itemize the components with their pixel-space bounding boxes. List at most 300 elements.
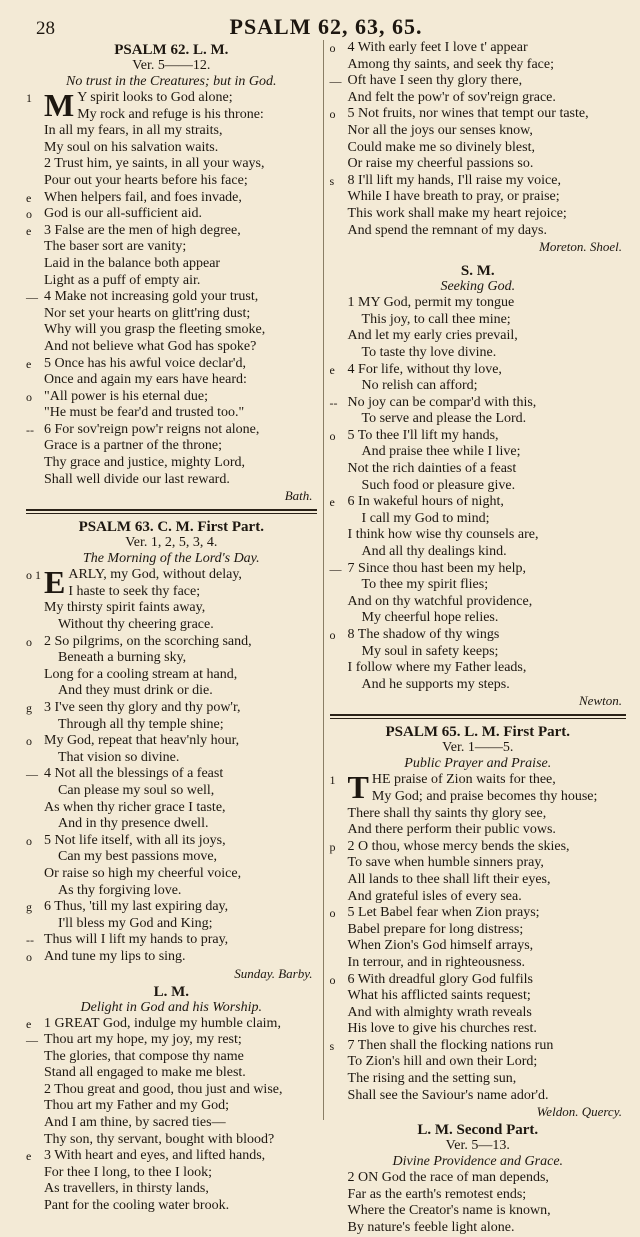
verse-text: Long for a cooling stream at hand, (44, 666, 238, 682)
continued-text (330, 40, 626, 239)
verse-text: 2 So pilgrims, on the scorching sand, (44, 633, 252, 649)
verse-text: Beneath a burning sky, (58, 650, 187, 666)
verse-text: Through all thy temple shine; (58, 716, 224, 732)
verse-text: The rising and the setting sun, (347, 1071, 517, 1087)
verse-line (26, 1065, 317, 1082)
verse-line (330, 1203, 626, 1220)
verse-line (26, 306, 317, 323)
verse-line (26, 617, 317, 634)
psalm-62-tune: Bath. (284, 488, 313, 504)
verse-line (26, 389, 317, 406)
psalm-65-title: PSALM 65. L. M. First Part. (385, 724, 571, 741)
verse-line (330, 577, 626, 594)
right-column (330, 40, 626, 1237)
drop-cap: M (44, 87, 75, 123)
verse-line (330, 295, 626, 312)
verse-text: 5 To thee I'll lift my hands, (347, 427, 499, 443)
verse-text: I'll bless my God and King; (58, 915, 213, 931)
verse-text: "He must be fear'd and trusted too." (44, 405, 245, 421)
verse-text: 2 ON God the race of man depends, (347, 1170, 549, 1186)
verse-text: As thy forgiving love. (58, 882, 182, 898)
verse-line (26, 1049, 317, 1066)
page-header (26, 0, 626, 40)
verse-line (330, 677, 626, 694)
verse-line (330, 922, 626, 939)
verse-text: I haste to seek thy face; (68, 583, 201, 599)
continued-tunes: Moreton. Shoel. (539, 239, 622, 255)
verse-text: Thou art my hope, my joy, my rest; (44, 1032, 242, 1048)
verse-text: When helpers fail, and foes invade, (44, 189, 242, 205)
verse-line (330, 345, 626, 362)
verse-text: 1 MY God, permit my tongue (347, 295, 515, 311)
verse-text: The glories, that compose thy name (44, 1048, 244, 1064)
dynamic-mark: e (26, 190, 32, 205)
verse-line (330, 889, 626, 906)
verse-line (330, 395, 626, 412)
verse-line (26, 683, 317, 700)
verse-text: Stand all engaged to make me blest. (44, 1065, 246, 1081)
lm-title: L. M. (153, 983, 189, 1000)
verse-line (26, 322, 317, 339)
dynamic-mark: o (26, 949, 32, 964)
dynamic-mark: o (26, 389, 32, 404)
verse-text: Pour out your hearts before his face; (44, 172, 248, 188)
dynamic-mark: 1 (329, 773, 336, 788)
drop-cap: E (44, 564, 66, 601)
verse-text: Thy grace and justice, mighty Lord, (44, 455, 245, 471)
verse-line (26, 1032, 317, 1049)
verse-line (26, 700, 317, 717)
verse-text: When Zion's God himself arrays, (347, 938, 534, 954)
verse-text: God is our all-sufficient aid. (44, 206, 202, 222)
dynamic-mark: e (26, 223, 32, 238)
verse-line (330, 627, 626, 644)
dynamic-mark: e (329, 362, 335, 377)
verse-text: And with almighty wrath reveals (347, 1004, 532, 1020)
section-rule (330, 714, 626, 719)
verse-line (330, 223, 626, 240)
verse-line (330, 527, 626, 544)
verse-text: 6 For sov'reign pow'r reigns not alone, (44, 421, 260, 437)
psalm-65-part2-verses: Ver. 5—13. (445, 1138, 510, 1154)
verse-text: For thee I long, to thee I look; (44, 1164, 212, 1180)
verse-text: To serve and please the Lord. (361, 411, 527, 427)
verse-line (330, 1021, 626, 1038)
verse-text: 8 I'll lift my hands, I'll raise my voice, (347, 172, 561, 188)
verse-text: Or raise my cheerful passions so. (347, 156, 534, 172)
dynamic-mark: — (26, 290, 38, 305)
verse-text: My God, repeat that heav'nly hour, (44, 733, 240, 749)
verse-text: This joy, to call thee mine; (361, 311, 511, 327)
verse-text: And praise thee while I live; (361, 444, 521, 460)
verse-text: This work shall make my heart rejoice; (347, 205, 567, 221)
verse-text: My rock and refuge is his throne: (77, 106, 264, 122)
dynamic-mark: — (26, 767, 38, 782)
verse-text: My soul in safety keeps; (361, 643, 499, 659)
verse-text: I think how wise thy counsels are, (347, 527, 539, 543)
verse-text: What his afflicted saints request; (347, 988, 531, 1004)
verse-text: Shall see the Saviour's name ador'd. (347, 1087, 549, 1103)
page-number: 28 (36, 18, 55, 39)
verse-text: While I have breath to pray, or praise; (347, 189, 560, 205)
dynamic-mark: o (329, 428, 336, 443)
verse-line (26, 123, 317, 140)
verse-line (330, 444, 626, 461)
verse-line (26, 405, 317, 422)
verse-line (26, 190, 317, 207)
verse-line (26, 455, 317, 472)
verse-line (330, 411, 626, 428)
verse-line (26, 289, 317, 306)
left-column (26, 40, 317, 1237)
verse-text: ARLY, my God, without delay, (68, 567, 242, 583)
verse-text: 5 Not fruits, nor wines that tempt our taste, (347, 106, 589, 122)
verse-text: And felt the pow'r of sov'reign grace. (347, 89, 556, 105)
verse-text: And there perform their public vows. (347, 822, 556, 838)
verse-text: Babel prepare for long distress; (347, 921, 524, 937)
psalm-62-title: PSALM 62. L. M. (114, 42, 229, 58)
verse-line (26, 717, 317, 734)
verse-text: HE praise of Zion waits for thee, (371, 772, 556, 788)
verse-text: Not the rich dainties of a feast (347, 461, 517, 477)
verse-line (330, 1071, 626, 1088)
psalm-63-subject: The Morning of the Lord's Day. (82, 551, 260, 567)
verse-text: Such food or pleasure give. (361, 477, 516, 493)
sm-text (330, 295, 626, 693)
verse-line (330, 806, 626, 823)
verse-line (330, 1054, 626, 1071)
verse-text: By nature's feeble light alone. (347, 1220, 515, 1236)
verse-text: To Zion's hill and own their Lord; (347, 1054, 538, 1070)
verse-line (330, 1220, 626, 1237)
verse-line (330, 40, 626, 57)
verse-text: Without thy cheering grace. (58, 617, 214, 633)
dynamic-mark: g (26, 900, 32, 915)
verse-line (330, 1088, 626, 1105)
verse-text: Could make me so divinely blest, (347, 139, 535, 155)
verse-line (330, 822, 626, 839)
verse-text: 4 For life, without thy love, (347, 361, 502, 377)
verse-text: That vision so divine. (58, 749, 180, 765)
verse-line (330, 478, 626, 495)
verse-text: Among thy saints, and seek thy face; (347, 56, 554, 72)
verse-line (330, 428, 626, 445)
verse-text: 4 With early feet I love t' appear (347, 40, 528, 55)
verse-text: Thy son, thy servant, bought with blood? (44, 1131, 275, 1147)
dynamic-mark: o 1 (26, 568, 41, 583)
psalm-63-verses: Ver. 1, 2, 5, 3, 4. (125, 535, 218, 551)
verse-text: 4 Make not increasing gold your trust, (44, 289, 259, 305)
verse-line (26, 438, 317, 455)
lm-subject: Delight in God and his Worship. (80, 999, 263, 1015)
psalm-65-verses: Ver. 1——5. (442, 740, 514, 756)
verse-text: And tune my lips to sing. (44, 948, 186, 964)
verse-text: And spend the remnant of my days. (347, 222, 547, 238)
dynamic-mark: o (26, 207, 32, 222)
verse-line (26, 140, 317, 157)
verse-text: And they must drink or die. (58, 683, 213, 699)
verse-line (26, 932, 317, 949)
verse-text: Y spirit looks to God alone; (77, 90, 233, 105)
section-rule (26, 509, 317, 514)
verse-line (26, 256, 317, 273)
verse-line (330, 544, 626, 561)
verse-text: 3 With heart and eyes, and lifted hands, (44, 1148, 266, 1164)
verse-line (26, 866, 317, 883)
verse-line (330, 872, 626, 889)
verse-text: Nor all the joys our senses know, (347, 122, 533, 138)
verse-line (26, 156, 317, 173)
dynamic-mark: o (26, 734, 32, 749)
verse-line (26, 816, 317, 833)
verse-text: Shall well divide our last reward. (44, 471, 230, 487)
verse-line (26, 1132, 317, 1149)
verse-text: The baser sort are vanity; (44, 239, 187, 255)
verse-line (26, 1115, 317, 1132)
verse-text: And on thy watchful providence, (347, 593, 533, 609)
verse-line (26, 223, 317, 240)
verse-line (26, 339, 317, 356)
psalm-62-text (26, 87, 317, 488)
dynamic-mark: e (26, 1149, 32, 1164)
verse-text: 7 Then shall the flocking nations run (347, 1037, 554, 1053)
verse-text: 6 With dreadful glory God fulfils (347, 971, 533, 987)
verse-text: And all thy dealings kind. (361, 544, 507, 560)
dynamic-mark: o (329, 972, 336, 987)
verse-text: Or raise so high my cheerful voice, (44, 865, 242, 881)
verse-text: And not believe what God has spoke? (44, 338, 257, 354)
verse-text: Where the Creator's name is known, (347, 1203, 551, 1219)
psalm-65-tunes: Weldon. Quercy. (536, 1104, 622, 1120)
verse-line (26, 422, 317, 439)
verse-text: My God; and praise becomes thy house; (371, 788, 598, 804)
verse-line (26, 600, 317, 617)
verse-line (330, 90, 626, 107)
verse-text: His love to give his churches rest. (347, 1021, 537, 1037)
verse-text: As when thy richer grace I taste, (44, 799, 226, 815)
verse-line (26, 173, 317, 190)
verse-line (330, 189, 626, 206)
column-divider (323, 40, 324, 1120)
verse-line (26, 750, 317, 767)
verse-text: Once and again my ears have heard: (44, 372, 247, 388)
dynamic-mark: — (26, 1033, 38, 1048)
verse-line (26, 949, 317, 966)
dynamic-mark: o (329, 628, 336, 642)
verse-line (330, 610, 626, 627)
verse-text: Why will you grasp the fleeting smoke, (44, 322, 266, 338)
verse-text: 1 GREAT God, indulge my humble claim, (44, 1015, 281, 1031)
verse-text: My cheerful hope relies. (361, 610, 499, 626)
verse-line (26, 650, 317, 667)
verse-text: 2 O thou, whose mercy bends the skies, (347, 838, 570, 854)
verse-text: My soul on his salvation waits. (44, 139, 219, 155)
dynamic-mark: g (26, 701, 32, 715)
verse-line (26, 733, 317, 750)
verse-line (330, 594, 626, 611)
verse-line (330, 955, 626, 972)
verse-line (26, 783, 317, 800)
verse-text: 4 Not all the blessings of a feast (44, 766, 224, 782)
verse-line (330, 789, 626, 806)
verse-text: Thus will I lift my hands to pray, (44, 932, 229, 948)
sm-subject: Seeking God. (440, 279, 516, 295)
psalm-65-subject: Public Prayer and Praise. (404, 756, 552, 772)
verse-text: 5 Not life itself, with all its joys, (44, 832, 226, 848)
verse-line (26, 107, 317, 124)
dynamic-mark: o (329, 41, 336, 55)
verse-line (26, 899, 317, 916)
dynamic-mark: -- (329, 395, 338, 410)
verse-line (26, 472, 317, 489)
dynamic-mark: s (329, 173, 335, 188)
verse-text: To save when humble sinners pray, (347, 855, 544, 871)
verse-line (330, 312, 626, 329)
verse-line (26, 1165, 317, 1182)
verse-line (26, 634, 317, 651)
verse-line (330, 362, 626, 379)
verse-line (26, 800, 317, 817)
verse-line (330, 328, 626, 345)
verse-text: No joy can be compar'd with this, (347, 394, 537, 410)
psalm-62-subject: No trust in the Creatures; but in God. (66, 74, 277, 89)
verse-line (330, 1038, 626, 1055)
verse-text: And he supports my steps. (361, 676, 510, 692)
verse-text: 3 I've seen thy glory and thy pow'r, (44, 700, 241, 715)
psalm-65-text (329, 769, 626, 1104)
dynamic-mark: p (329, 839, 336, 854)
verse-text: And let my early cries prevail, (347, 328, 518, 344)
verse-line (26, 1016, 317, 1033)
verse-text: To thee my spirit flies; (361, 577, 489, 593)
lm-text (26, 1016, 317, 1215)
verse-text: In all my fears, in all my straits, (44, 123, 223, 139)
verse-text: 6 In wakeful hours of night, (347, 494, 504, 510)
verse-line (26, 372, 317, 389)
verse-line (26, 849, 317, 866)
verse-line (330, 123, 626, 140)
verse-line (26, 883, 317, 900)
verse-line (330, 378, 626, 395)
verse-line (26, 833, 317, 850)
verse-line (330, 938, 626, 955)
dynamic-mark: o (329, 107, 336, 122)
verse-line (26, 584, 317, 601)
psalm-65-part2-title: L. M. Second Part. (417, 1122, 539, 1139)
verse-line (330, 972, 626, 989)
verse-text: My thirsty spirit faints away, (44, 600, 206, 616)
verse-text: In terrour, and in righteousness. (347, 954, 526, 970)
verse-text: There shall thy saints thy glory see, (347, 805, 547, 821)
verse-line (330, 494, 626, 511)
verse-line (26, 667, 317, 684)
verse-line (26, 1198, 317, 1215)
dynamic-mark: e (26, 356, 32, 371)
verse-text: 3 False are the men of high degree, (44, 222, 241, 238)
verse-line (330, 1170, 626, 1187)
sm-title: S. M. (460, 263, 495, 280)
verse-line (26, 916, 317, 933)
dynamic-mark: e (329, 495, 335, 510)
verse-text: Laid in the balance both appear (44, 255, 221, 271)
verse-text: 7 Since thou hast been my help, (347, 560, 526, 576)
verse-text: I call my God to mind; (361, 510, 490, 526)
verse-text: 6 Thus, 'till my last expiring day, (44, 899, 229, 915)
verse-line (330, 511, 626, 528)
psalm-63-tunes: Sunday. Barby. (234, 965, 313, 981)
verse-line (26, 766, 317, 783)
verse-text: Far as the earth's remotest ends; (347, 1186, 527, 1202)
dynamic-mark: o (26, 634, 32, 649)
verse-text: Grace is a partner of the throne; (44, 438, 223, 454)
dynamic-mark: -- (26, 422, 34, 437)
verse-line (330, 173, 626, 190)
verse-line (26, 1181, 317, 1198)
verse-text: And I am thine, by sacred ties— (44, 1115, 226, 1131)
sm-tune: Newton. (579, 693, 622, 709)
psalm-65-part2-subject: Divine Providence and Grace. (392, 1154, 564, 1170)
verse-text: Can my best passions move, (58, 849, 218, 865)
dynamic-mark: e (26, 1016, 32, 1031)
verse-text: To taste thy love divine. (361, 344, 497, 360)
dynamic-mark: o (329, 906, 336, 921)
verse-line (330, 660, 626, 677)
verse-line (26, 239, 317, 256)
psalm-65-part2-text (330, 1170, 626, 1236)
verse-line (330, 855, 626, 872)
verse-line (330, 988, 626, 1005)
verse-text: 2 Trust him, ye saints, in all your ways, (44, 156, 265, 172)
verse-text: Pant for the cooling water brook. (44, 1198, 230, 1214)
verse-text: Light as a puff of empty air. (44, 272, 201, 288)
verse-line (330, 839, 626, 856)
dynamic-mark: o (26, 833, 32, 848)
verse-line (330, 1187, 626, 1204)
verse-line (330, 140, 626, 157)
verse-text: Nor set your hearts on glitt'ring dust; (44, 305, 251, 321)
dynamic-mark: -- (26, 933, 34, 948)
verse-line (330, 644, 626, 661)
verse-line (330, 561, 626, 578)
verse-text: 5 Once has his awful voice declar'd, (44, 355, 246, 371)
psalm-63-text (26, 564, 317, 965)
verse-line (330, 1005, 626, 1022)
dynamic-mark: 1 (26, 91, 32, 105)
verse-line (26, 1098, 317, 1115)
verse-text: "All power is his eternal due; (44, 388, 208, 404)
verse-text: Thou art my Father and my God; (44, 1098, 230, 1114)
verse-text: And in thy presence dwell. (58, 816, 209, 832)
running-head: PSALM 62, 63, 65. (229, 14, 423, 39)
verse-text: No relish can afford; (361, 378, 478, 394)
verse-text: As travellers, in thirsty lands, (44, 1181, 209, 1197)
verse-line (26, 206, 317, 223)
verse-text: Oft have I seen thy glory there, (347, 73, 523, 89)
verse-line (330, 57, 626, 74)
verse-text: 8 The shadow of thy wings (347, 627, 500, 642)
verse-line (330, 106, 626, 123)
verse-line (330, 156, 626, 173)
verse-text: 2 Thou great and good, thou just and wise, (44, 1081, 283, 1097)
psalm-62-verses: Ver. 5——12. (132, 58, 211, 73)
verse-text: 5 Let Babel fear when Zion prays; (347, 905, 540, 921)
dynamic-mark: — (329, 561, 342, 576)
verse-text: Can please my soul so well, (58, 782, 215, 798)
psalm-63-title: PSALM 63. C. M. First Part. (78, 519, 264, 536)
verse-line (330, 461, 626, 478)
verse-line (330, 206, 626, 223)
verse-text: I follow where my Father leads, (347, 660, 527, 676)
